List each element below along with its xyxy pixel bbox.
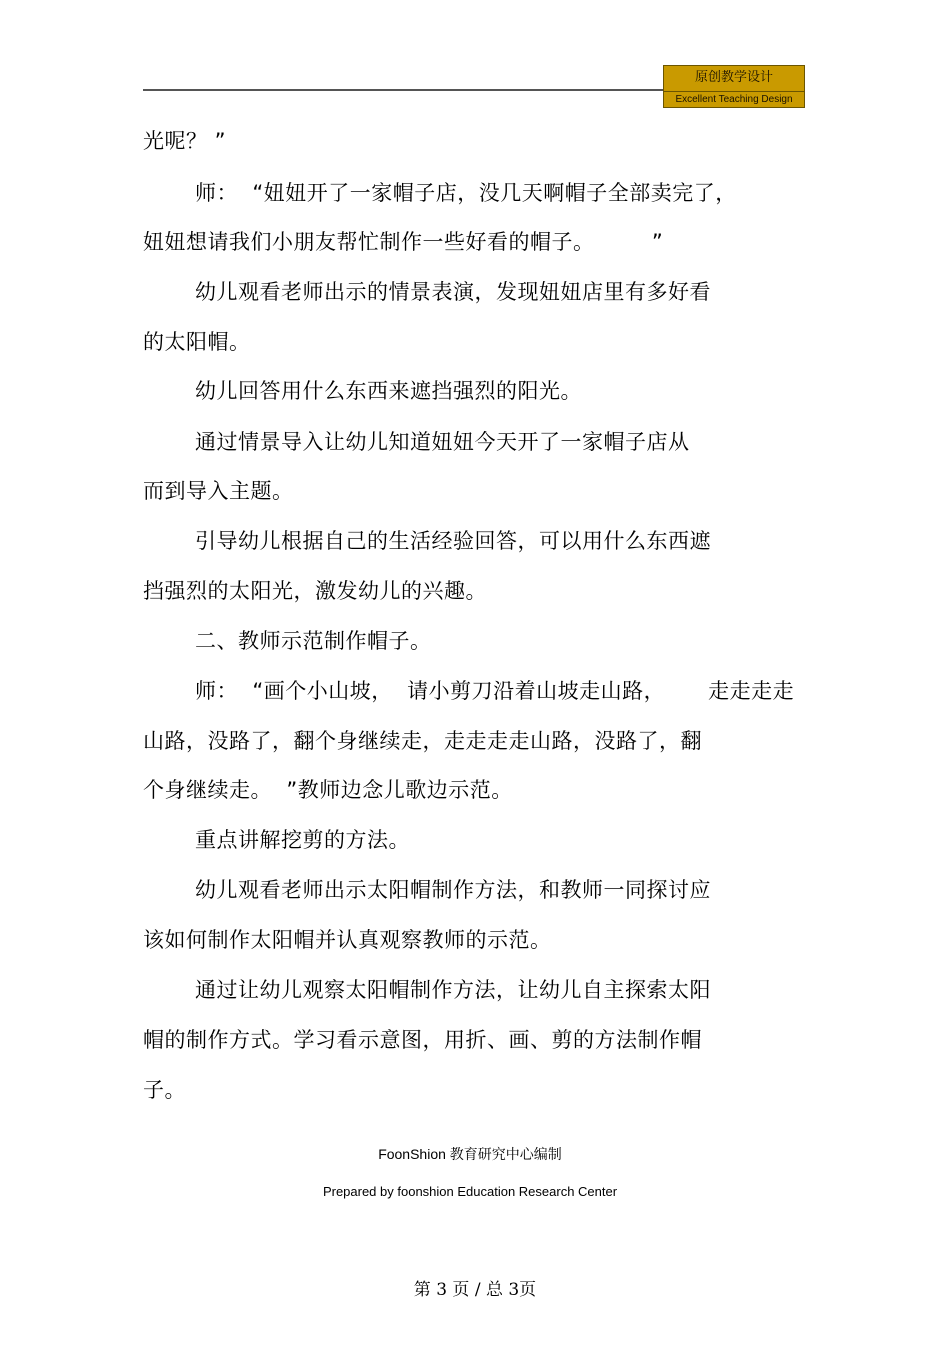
body-line: 引导幼儿根据自己的生活经验回答，可以用什么东西遮 [195, 529, 711, 553]
body-line: 山路，没路了，翻个身继续走，走走走走山路，没路了，翻 [143, 729, 702, 753]
body-line: 子。 [143, 1078, 186, 1102]
body-line: 师： “画个小山坡， 请小剪刀沿着山坡走山路， 走走走走 [195, 679, 795, 703]
footer-org-en: Prepared by foonshion Education Research Center [322, 1184, 618, 1199]
badge-title-cn: 原创教学设计 [694, 70, 773, 85]
page-number: 第 3 页 / 总 3页 [413, 1280, 537, 1300]
body-line: 师： “妞妞开了一家帽子店，没几天啊帽子全部卖完了， [195, 181, 737, 205]
footer-org-cn: FoonShion 教育研究中心编制 [378, 1146, 562, 1162]
body-line: 挡强烈的太阳光，激发幼儿的兴趣。 [143, 579, 487, 603]
badge-title-en: Excellent Teaching Design [664, 91, 804, 108]
body-line: 幼儿观看老师出示的情景表演，发现妞妞店里有多好看 [195, 280, 711, 304]
body-line: 通过让幼儿观察太阳帽制作方法，让幼儿自主探索太阳 [195, 978, 711, 1002]
body-line: 重点讲解挖剪的方法。 [195, 828, 410, 852]
header-badge [663, 65, 805, 108]
body-line: 个身继续走。 ”教师边念儿歌边示范。 [143, 778, 513, 802]
body-line: 帽的制作方式。学习看示意图，用折、画、剪的方法制作帽 [143, 1028, 702, 1052]
body-line: 该如何制作太阳帽并认真观察教师的示范。 [143, 928, 552, 952]
body-line: 妞妞想请我们小朋友帮忙制作一些好看的帽子。 ” [143, 230, 664, 254]
body-line: 光呢？ ” [143, 129, 227, 153]
body-line: 通过情景导入让幼儿知道妞妞今天开了一家帽子店从 [195, 430, 690, 454]
body-line: 幼儿观看老师出示太阳帽制作方法，和教师一同探讨应 [195, 878, 711, 902]
body-line: 幼儿回答用什么东西来遮挡强烈的阳光。 [195, 379, 582, 403]
body-line: 而到导入主题。 [143, 479, 294, 503]
body-line: 的太阳帽。 [143, 330, 251, 354]
section-heading: 二、教师示范制作帽子。 [195, 629, 432, 653]
